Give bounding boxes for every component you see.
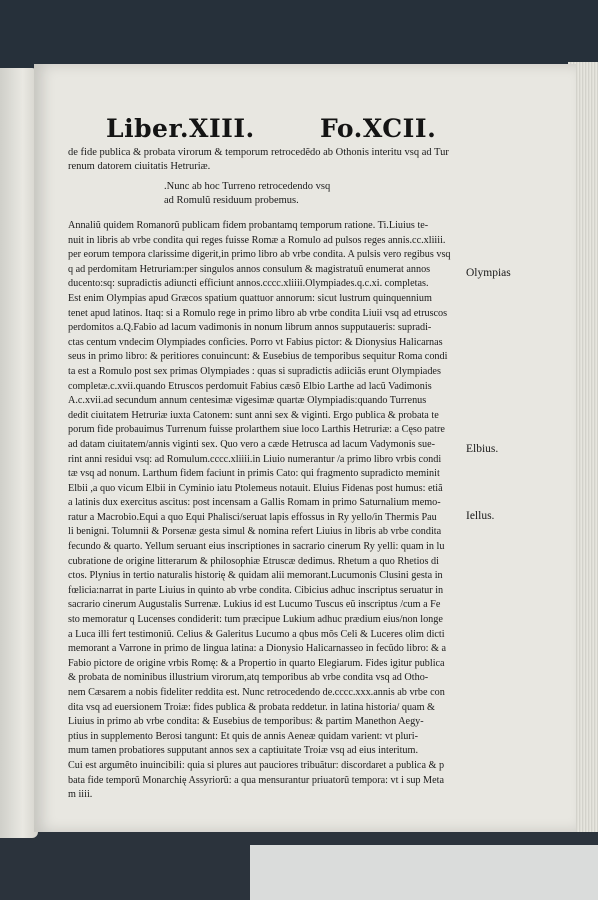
facing-page-edge (0, 68, 38, 838)
book-number: Liber.XIII. (106, 114, 255, 143)
margin-note: Olympias (466, 267, 511, 279)
body-line: fœlicia:narrat in parte Liuius in quinto ab vrbe condita. Cibicius adhuc inscriptus seruatur in (68, 584, 444, 596)
support-cloth (250, 845, 598, 900)
body-line: ratur a Macrobio.Equi a quo Equi Phalisci/seruat lapis effossus in Ry yello/in Thermis Pau (68, 511, 437, 523)
body-line: Fabio pictore de origine vrbis Romę: & a Propertio in quarto Elegiarum. Fides igitur publica (68, 657, 445, 669)
body-line: q ad perdomitam Hetruriam:per singulos annos consulum & magistratuũ enumerat annos (68, 263, 431, 275)
folio-number: Fo.XCII. (320, 114, 437, 143)
body-line: m iiii. (68, 789, 93, 801)
body-line: Annaliũ quidem Romanorũ publicam fidem probantamq temporum ratione. Ti.Liuius te- (68, 220, 429, 231)
body-line: bata fide temporũ Monarchię Assyriorũ: a qua mensurantur priuatorũ tempora: vt i sup Meta (68, 774, 444, 786)
margin-note: Iellus. (466, 510, 495, 522)
body-line: ducento:sq: supradictis adiuncti efficiunt annos.cccc.xliiii.Olympiades.q.c.xi. completas. (68, 278, 429, 290)
body-line: & probata de nominibus illustrium virorum,atq temporibus ab vrbe condita vsq ad Otho- (68, 672, 429, 684)
body-line: cubratione de origine litterarum & philosophiæ Etruscæ dedimus. Rhetum a quo Rhetios di (68, 555, 439, 567)
body-line: ctos. Plynius in tertio naturalis historię & quidam alii memorant.Lucumonis Clusini gesta in (68, 570, 443, 582)
subheading-line: .Nunc ab hoc Turreno retrocedendo vsq (164, 181, 331, 192)
body-line: perdomitos a.Q.Fabio ad lacum vadimonis in nonum librum annos supputaueris: supradi- (68, 322, 432, 334)
body-line: a Luca illi fert testimoniũ. Celius & Galeritus Lucumo a qbus mõs Celi & Luceres olim dicti (68, 628, 445, 640)
body-line: nuit in libris ab vrbe condita qui reges fuisse Romæ a Romulo ad pulsos reges annis.cc.xliiii. (68, 234, 446, 246)
backdrop-top (0, 0, 598, 70)
body-line: tenet apud latinos. Itaq: si a Romulo rege in primo libro ab vrbe condita Liuii vsq ad etruscos (68, 307, 448, 319)
body-line: li benigni. Tolumnii & Porsenæ gesta simul & nomina refert Liuius in libris ab vrbe condita (68, 526, 442, 538)
body-line: tæ vsq ad nonum. Larthum fidem faciunt in primis Cato: qui fragmento supradicto meminit (68, 468, 440, 480)
body-line: fecundo & quarto. Yellum seruant eius inscriptiones in sacrario cinerum Ry yelli: quam in lu (68, 541, 445, 553)
body-line: a latinis dux exercitus ascitus: post incensam a Gallis Romam in primo Saturnalium memo- (68, 497, 441, 509)
body-line: per eorum tempora clarissime digerit,in primo libro ab vrbe condita. A pulsis vero regibus vsq (68, 249, 451, 261)
margin-note: Elbius. (466, 443, 499, 455)
intro-line: de fide publica & probata virorum & temporum retrocedẽdo ab Othonis interitu vsq ad Tur (68, 147, 449, 158)
body-line: ta est a Romulo post sex primas Olympiades : quas si supradictis adiiciãs erunt Olympiades (68, 365, 441, 377)
body-line: dita vsq ad euersionem Troiæ: fides publica & probata reddetur. in latina historia/ quam & (68, 701, 435, 713)
subheading-line: ad Romulũ residuum probemus. (164, 195, 299, 206)
body-line: ptius in supplemento Berosi tangunt: Et quis de annis Aeneæ quidam varient: vt pluri- (68, 730, 419, 742)
body-line: A.c.xvii.ad secundum annum centesimæ vigesimæ quartæ Olympiadis:quando Turrenus (68, 395, 427, 407)
body-line: ad datam ciuitatem/annis viginti sex. Quo vero a cæde Hetrusca ad lacum Vadymonis sue- (68, 438, 436, 450)
intro-line: renum datorem ciuitatis Hetruriæ. (68, 161, 211, 172)
body-line: memorant a Varrone in primo de lingua latina: a Dionysio Halicarnasseo in fecũdo libro: & a (68, 643, 447, 655)
intro-text (68, 146, 468, 174)
body-line: sacrario cinerum Augustalis Surrenæ. Lukius id est Lucumo Tuscus eũ inscriptus /cum a Fe (68, 599, 441, 611)
body-line: Liuius in primo ab vrbe condita: & Eusebius de temporibus: & partim Manethon Aegy- (68, 716, 424, 728)
body-text (68, 219, 458, 803)
body-line: nem Cæsarem a nobis fideliter reddita est. Nunc retrocedendo de.cccc.xxx.annis ab vrbe con (68, 687, 445, 698)
page-header (106, 114, 446, 150)
body-line: mum tamen probatiores supputant annos sex a captiuitate Troiæ vsq ad eius interitum. (68, 745, 419, 757)
body-line: ctas centum vndecim Olympiades conficies. Porro vt Fabius pictor: & Dionysius Halicarnas (68, 336, 443, 348)
body-line: Cui est argumẽto inuincibili: quia si plures aut pauciores tribuãtur: discordaret a publica & p (68, 759, 445, 771)
body-line: rint anni residui vsq: ad Romulum.cccc.xliiii.in Liuio numerantur /a primo libro vrbis condi (68, 453, 442, 465)
body-line: Est enim Olympias apud Græcos spatium quattuor annorum: sicut lustrum quinquennium (68, 292, 432, 304)
body-line: porum fide probauimus Turrenum fuisse prolarthem siue loco Larthis Hetruriæ: a Cęso patre (68, 424, 445, 436)
body-line: completæ.c.xvii.quando Etruscos perdomuit Fabius cæsõ Elbio Larthe ad lacũ Vadimonis (68, 380, 432, 392)
body-line: dedit ciuitatem Hetruriæ iuxta Catonem: sunt anni sex & viginti. Ergo publica & probata te (68, 409, 439, 421)
section-subheading (164, 180, 404, 208)
body-line: sto memoratur q Lucenses condiderit: tum præcipue Lukium adhuc prædium eius/non longe (68, 614, 443, 626)
body-line: Elbii ,a quo vicum Elbii in Cyminio iatu Ptolemeus notauit. Eluius Fidenas post humus: etiã (68, 482, 443, 494)
body-line: seus in primo libro: & peritiores conuincunt: & Eusebius de temporibus sequitur Roma condi (68, 351, 448, 363)
